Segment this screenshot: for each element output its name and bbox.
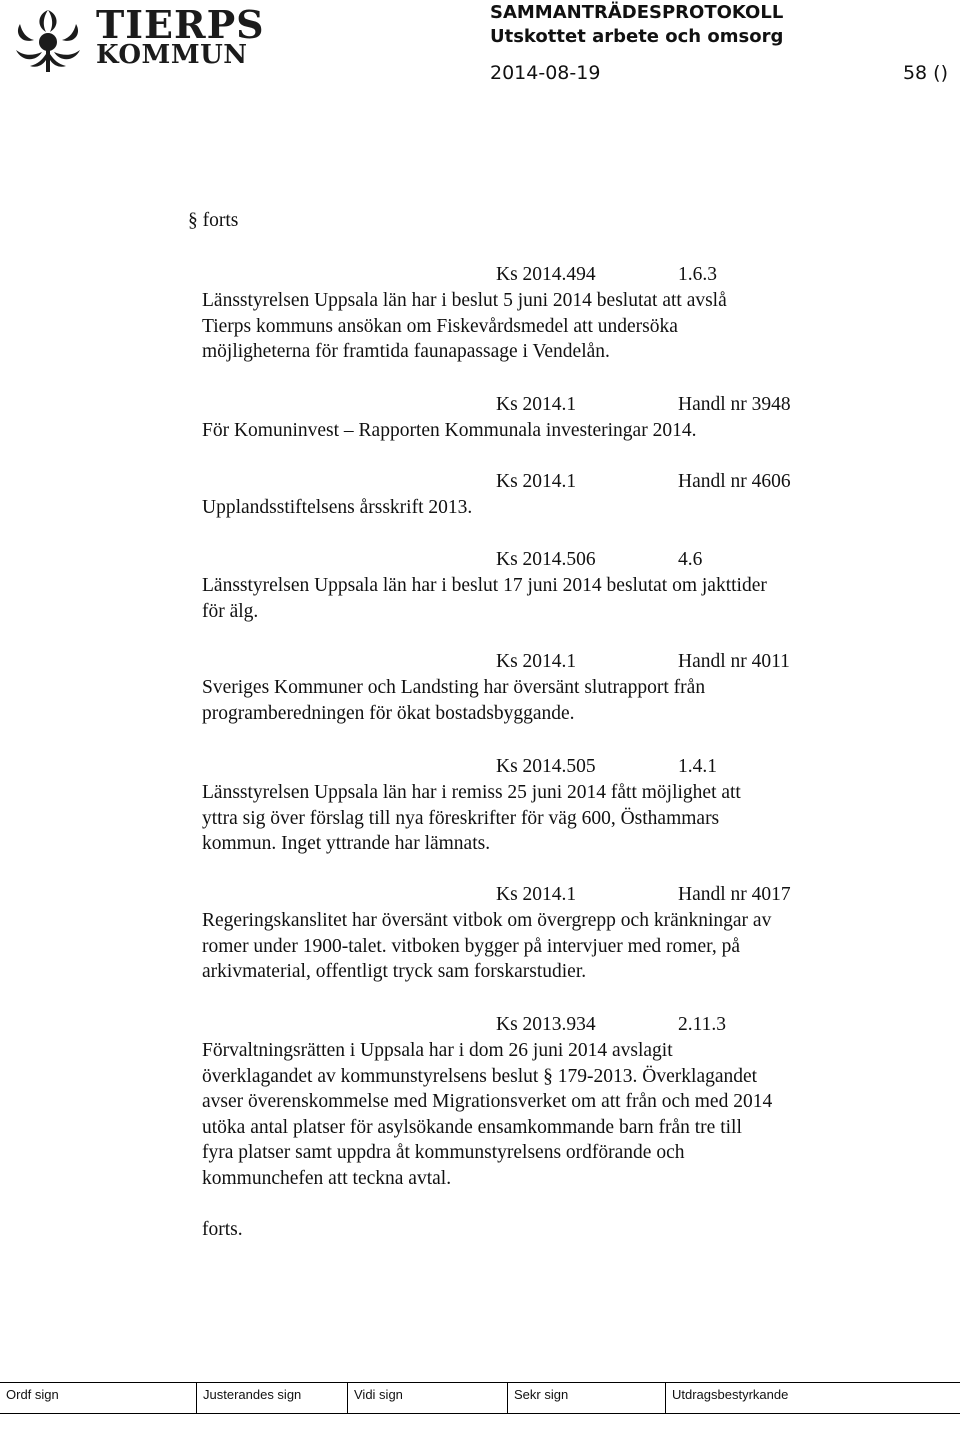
item-text	[202, 573, 882, 624]
municipality-logo	[8, 2, 265, 74]
item-text	[202, 288, 882, 365]
case-number: Ks 2013.934	[496, 1014, 596, 1035]
case-classification: Handl nr 3948	[678, 394, 791, 415]
logo-line-2: KOMMUN	[96, 40, 248, 70]
item-text	[202, 675, 882, 726]
case-classification: 1.4.1	[678, 756, 717, 777]
item-text	[202, 495, 882, 521]
item-text-line: Länsstyrelsen Uppsala län har i beslut 5 juni 2014 beslutat att avslå	[202, 290, 727, 311]
item-text	[202, 1038, 882, 1191]
continued-note: forts.	[202, 1219, 243, 1240]
case-number: Ks 2014.1	[496, 471, 577, 492]
case-number: Ks 2014.1	[496, 394, 577, 415]
case-classification: Handl nr 4011	[678, 651, 790, 672]
item-text-line: överklagandet av kommunstyrelsens beslut § 179-2013. Överklagandet	[202, 1065, 758, 1087]
case-number: Ks 2014.1	[496, 651, 577, 672]
case-number: Ks 2014.506	[496, 549, 596, 570]
item-text-line: kommun. Inget yttrande har lämnats.	[202, 833, 491, 854]
meeting-date: 2014-08-19	[490, 62, 601, 84]
page-number: 58 ()	[902, 62, 948, 84]
footer-cell-justerande: Justerandes sign	[197, 1383, 348, 1413]
item-text-line: Tierps kommuns ansökan om Fiskevårdsmedel att undersöka	[202, 315, 678, 337]
case-number: Ks 2014.505	[496, 756, 596, 777]
case-classification: Handl nr 4606	[678, 471, 791, 492]
item-text-line: för älg.	[202, 600, 259, 622]
item-text-line: Länsstyrelsen Uppsala län har i beslut 17 juni 2014 beslutat om jakttider	[202, 575, 767, 596]
item-text-line: Sveriges Kommuner och Landsting har översänt slutrapport från	[202, 677, 706, 698]
case-classification: 2.11.3	[678, 1014, 727, 1035]
footer-cell-ordf: Ordf sign	[0, 1383, 197, 1413]
signature-footer	[0, 1382, 960, 1414]
item-text-line: Länsstyrelsen Uppsala län har i remiss 25 juni 2014 fått möjlighet att	[202, 782, 741, 803]
item-text	[202, 780, 882, 857]
case-number: Ks 2014.1	[496, 884, 577, 905]
item-text-line: utöka antal platser för asylsökande ensamkommande barn från tre till	[202, 1116, 742, 1138]
item-text-line: Regeringskanslitet har översänt vitbok om övergrepp och kränkningar av	[202, 910, 772, 931]
item-text-line: romer under 1900-talet. vitboken bygger på intervjuer med romer, på	[202, 935, 740, 957]
item-text-line: avser överenskommelse med Migrationsverket om att från och med 2014	[202, 1091, 773, 1112]
item-text-line: Upplandsstiftelsens årsskrift 2013.	[202, 497, 473, 518]
footer-cell-sekr: Sekr sign	[508, 1383, 666, 1413]
footer-cell-vidi: Vidi sign	[348, 1383, 508, 1413]
footer-cell-utdrag: Utdragsbestyrkande	[672, 1387, 789, 1402]
item-text-line: arkivmaterial, offentligt tryck sam forskarstudier.	[202, 961, 587, 982]
leaf-emblem-icon	[8, 4, 88, 74]
item-text-line: För Komuninvest – Rapporten Kommunala investeringar 2014.	[202, 420, 697, 441]
item-text	[202, 908, 882, 985]
document-title: SAMMANTRÄDESPROTOKOLL	[490, 2, 784, 23]
committee-name: Utskottet arbete och omsorg	[490, 26, 784, 47]
case-classification: 1.6.3	[678, 264, 717, 285]
item-text-line: fyra platser samt uppdra åt kommunstyrelsens ordförande och	[202, 1142, 685, 1163]
logo-line-1: TIERPS	[96, 2, 265, 47]
item-text-line: yttra sig över förslag till nya föreskrifter för väg 600, Östhammars	[202, 807, 720, 829]
item-text-line: Förvaltningsrätten i Uppsala har i dom 26 juni 2014 avslagit	[202, 1040, 673, 1061]
case-classification: Handl nr 4017	[678, 884, 791, 905]
case-classification: 4.6	[678, 549, 703, 570]
item-text-line: programberedningen för ökat bostadsbyggande.	[202, 702, 575, 724]
section-marker: § forts	[188, 210, 239, 231]
item-text	[202, 418, 882, 444]
item-text-line: kommunchefen att teckna avtal.	[202, 1167, 452, 1189]
item-text-line: möjligheterna för framtida faunapassage i Vendelån.	[202, 341, 610, 362]
case-number: Ks 2014.494	[496, 264, 596, 285]
